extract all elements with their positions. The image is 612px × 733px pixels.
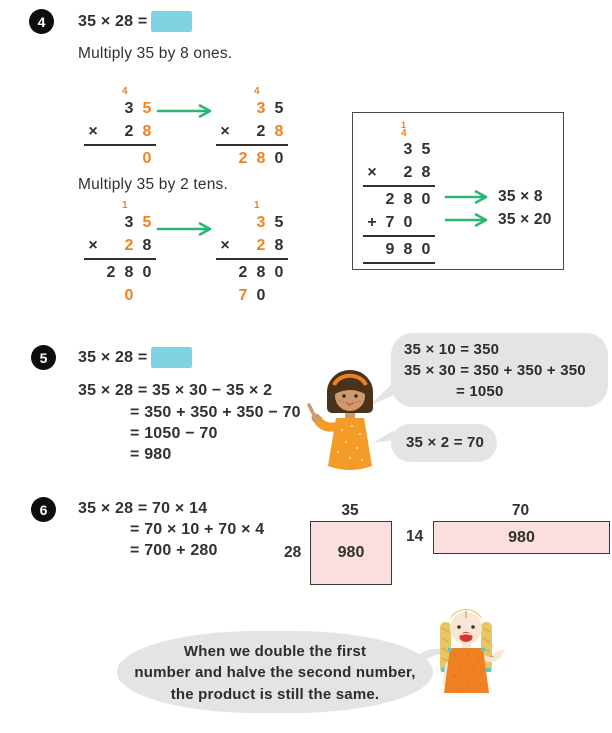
digit: 7 <box>385 213 395 231</box>
digit: 8 <box>421 163 431 181</box>
multiplier-row <box>216 120 288 143</box>
bubble-line: number and halve the second number, <box>134 664 416 681</box>
digit: 2 <box>238 263 248 281</box>
multiplicand-row <box>216 211 288 234</box>
digit: 5 <box>142 99 152 117</box>
carry-digit: 1 <box>122 200 128 211</box>
multiplier-row <box>84 120 156 143</box>
area-value: 980 <box>508 528 535 546</box>
column-multiplication-step1-before <box>84 86 156 170</box>
digit: 0 <box>421 190 431 208</box>
problem-4-equation: 35 × 28 = <box>78 13 148 30</box>
digit: 0 <box>274 263 284 281</box>
multiply-sign: × <box>367 163 377 181</box>
rect2-height-label: 14 <box>406 528 424 545</box>
product-row <box>84 147 156 170</box>
digit: 2 <box>124 236 134 254</box>
girl-blonde-braids-presenting-icon <box>428 596 506 704</box>
digit: 8 <box>142 236 152 254</box>
working-line: 35 × 28 = 70 × 14 <box>78 500 208 517</box>
digit: 0 <box>403 213 413 231</box>
multiplicand-row <box>84 97 156 120</box>
multiply-sign: × <box>88 236 98 254</box>
rule-line <box>363 235 435 237</box>
digit: 0 <box>274 149 284 167</box>
multiply-sign: × <box>88 122 98 140</box>
multiplier-row <box>216 234 288 257</box>
rule-line <box>363 262 435 264</box>
step1-instruction: Multiply 35 by 8 ones. <box>78 45 233 62</box>
digit: 8 <box>274 236 284 254</box>
carry-digit: 4 <box>254 86 260 97</box>
green-right-arrow-icon <box>444 213 492 227</box>
multiply-sign: × <box>220 236 230 254</box>
digit: 8 <box>403 240 413 258</box>
rule-line <box>84 144 156 146</box>
column-multiplication-full <box>363 114 435 265</box>
carry-digit: 1 <box>401 120 407 130</box>
digit: 2 <box>403 163 413 181</box>
carry-digit: 1 <box>254 200 260 211</box>
digit: 2 <box>238 149 248 167</box>
digit: 2 <box>385 190 395 208</box>
digit: 3 <box>403 140 413 158</box>
digit: 8 <box>124 263 134 281</box>
rect2-width-label: 70 <box>511 502 530 519</box>
partial-product-label: 35 × 20 <box>498 211 552 228</box>
rule-line <box>84 258 156 260</box>
multiplicand-row <box>216 97 288 120</box>
digit: 5 <box>274 213 284 231</box>
digit: 0 <box>421 240 431 258</box>
working-line: = 700 + 280 <box>130 542 218 559</box>
working-line: = 1050 − 70 <box>130 425 218 442</box>
plus-sign: + <box>367 213 377 231</box>
problem-4-badge: 4 <box>29 9 54 34</box>
carry-digit: 4 <box>401 128 407 139</box>
partial-product-row <box>84 261 156 284</box>
working-line: = 980 <box>130 446 172 463</box>
digit: 3 <box>124 99 134 117</box>
problem-6-badge: 6 <box>31 497 56 522</box>
partial-product-row <box>84 284 156 307</box>
partial-product-row <box>216 284 288 307</box>
digit: 8 <box>142 122 152 140</box>
bubble-line: = 1050 <box>456 383 504 400</box>
digit: 9 <box>385 240 395 258</box>
digit: 8 <box>256 263 266 281</box>
working-line: 35 × 28 = 35 × 30 − 35 × 2 <box>78 382 273 399</box>
digit: 3 <box>256 213 266 231</box>
bubble-line: 35 × 30 = 350 + 350 + 350 <box>404 362 586 379</box>
green-right-arrow-icon <box>444 190 492 204</box>
partial-product-label: 35 × 8 <box>498 188 543 205</box>
digit: 0 <box>142 263 152 281</box>
rect1-height-label: 28 <box>284 544 302 561</box>
digit: 3 <box>124 213 134 231</box>
bubble-line: When we double the first <box>183 643 367 660</box>
digit: 0 <box>256 286 266 304</box>
digit: 7 <box>238 286 248 304</box>
rule-line <box>216 144 288 146</box>
digit: 8 <box>403 190 413 208</box>
area-value: 980 <box>337 544 365 561</box>
digit: 8 <box>274 122 284 140</box>
partial-product-row <box>363 188 435 211</box>
digit: 3 <box>256 99 266 117</box>
bubble-line: 35 × 2 = 70 <box>406 434 485 451</box>
total-row <box>363 238 435 261</box>
digit: 5 <box>274 99 284 117</box>
girl-brown-bob-pointing-icon <box>300 368 392 472</box>
partial-product-row <box>363 211 435 234</box>
bubble-line: 35 × 10 = 350 <box>404 341 500 358</box>
product-row <box>216 147 288 170</box>
working-line: = 350 + 350 + 350 − 70 <box>130 404 301 421</box>
multiplier-row <box>363 161 435 184</box>
digit: 2 <box>124 122 134 140</box>
digit: 2 <box>256 236 266 254</box>
problem-5-equation: 35 × 28 = <box>78 349 148 366</box>
working-line: = 70 × 10 + 70 × 4 <box>130 521 265 538</box>
column-multiplication-step2-after <box>216 200 288 307</box>
step2-instruction: Multiply 35 by 2 tens. <box>78 176 229 193</box>
digit: 5 <box>142 213 152 231</box>
multiply-sign: × <box>220 122 230 140</box>
multiplicand-row <box>363 138 435 161</box>
area-model-rect-35x28 <box>310 521 392 585</box>
digit: 2 <box>256 122 266 140</box>
column-multiplication-step1-after <box>216 86 288 170</box>
rule-line <box>216 258 288 260</box>
digit: 0 <box>124 286 134 304</box>
partial-product-row <box>216 261 288 284</box>
rect1-width-label: 35 <box>341 502 359 519</box>
rule-line <box>363 185 435 187</box>
digit: 2 <box>106 263 116 281</box>
carry-digit: 4 <box>122 86 128 97</box>
multiplier-row <box>84 234 156 257</box>
answer-box[interactable] <box>151 11 192 32</box>
green-right-arrow-icon <box>156 222 216 236</box>
bubble-line: the product is still the same. <box>170 686 380 703</box>
digit: 8 <box>256 149 266 167</box>
multiplicand-row <box>84 211 156 234</box>
problem-5-badge: 5 <box>31 345 56 370</box>
digit: 0 <box>142 149 152 167</box>
area-model-rect-70x14 <box>433 521 610 554</box>
answer-box[interactable] <box>151 347 192 368</box>
digit: 5 <box>421 140 431 158</box>
column-multiplication-step2-before <box>84 200 156 307</box>
green-right-arrow-icon <box>156 104 216 118</box>
